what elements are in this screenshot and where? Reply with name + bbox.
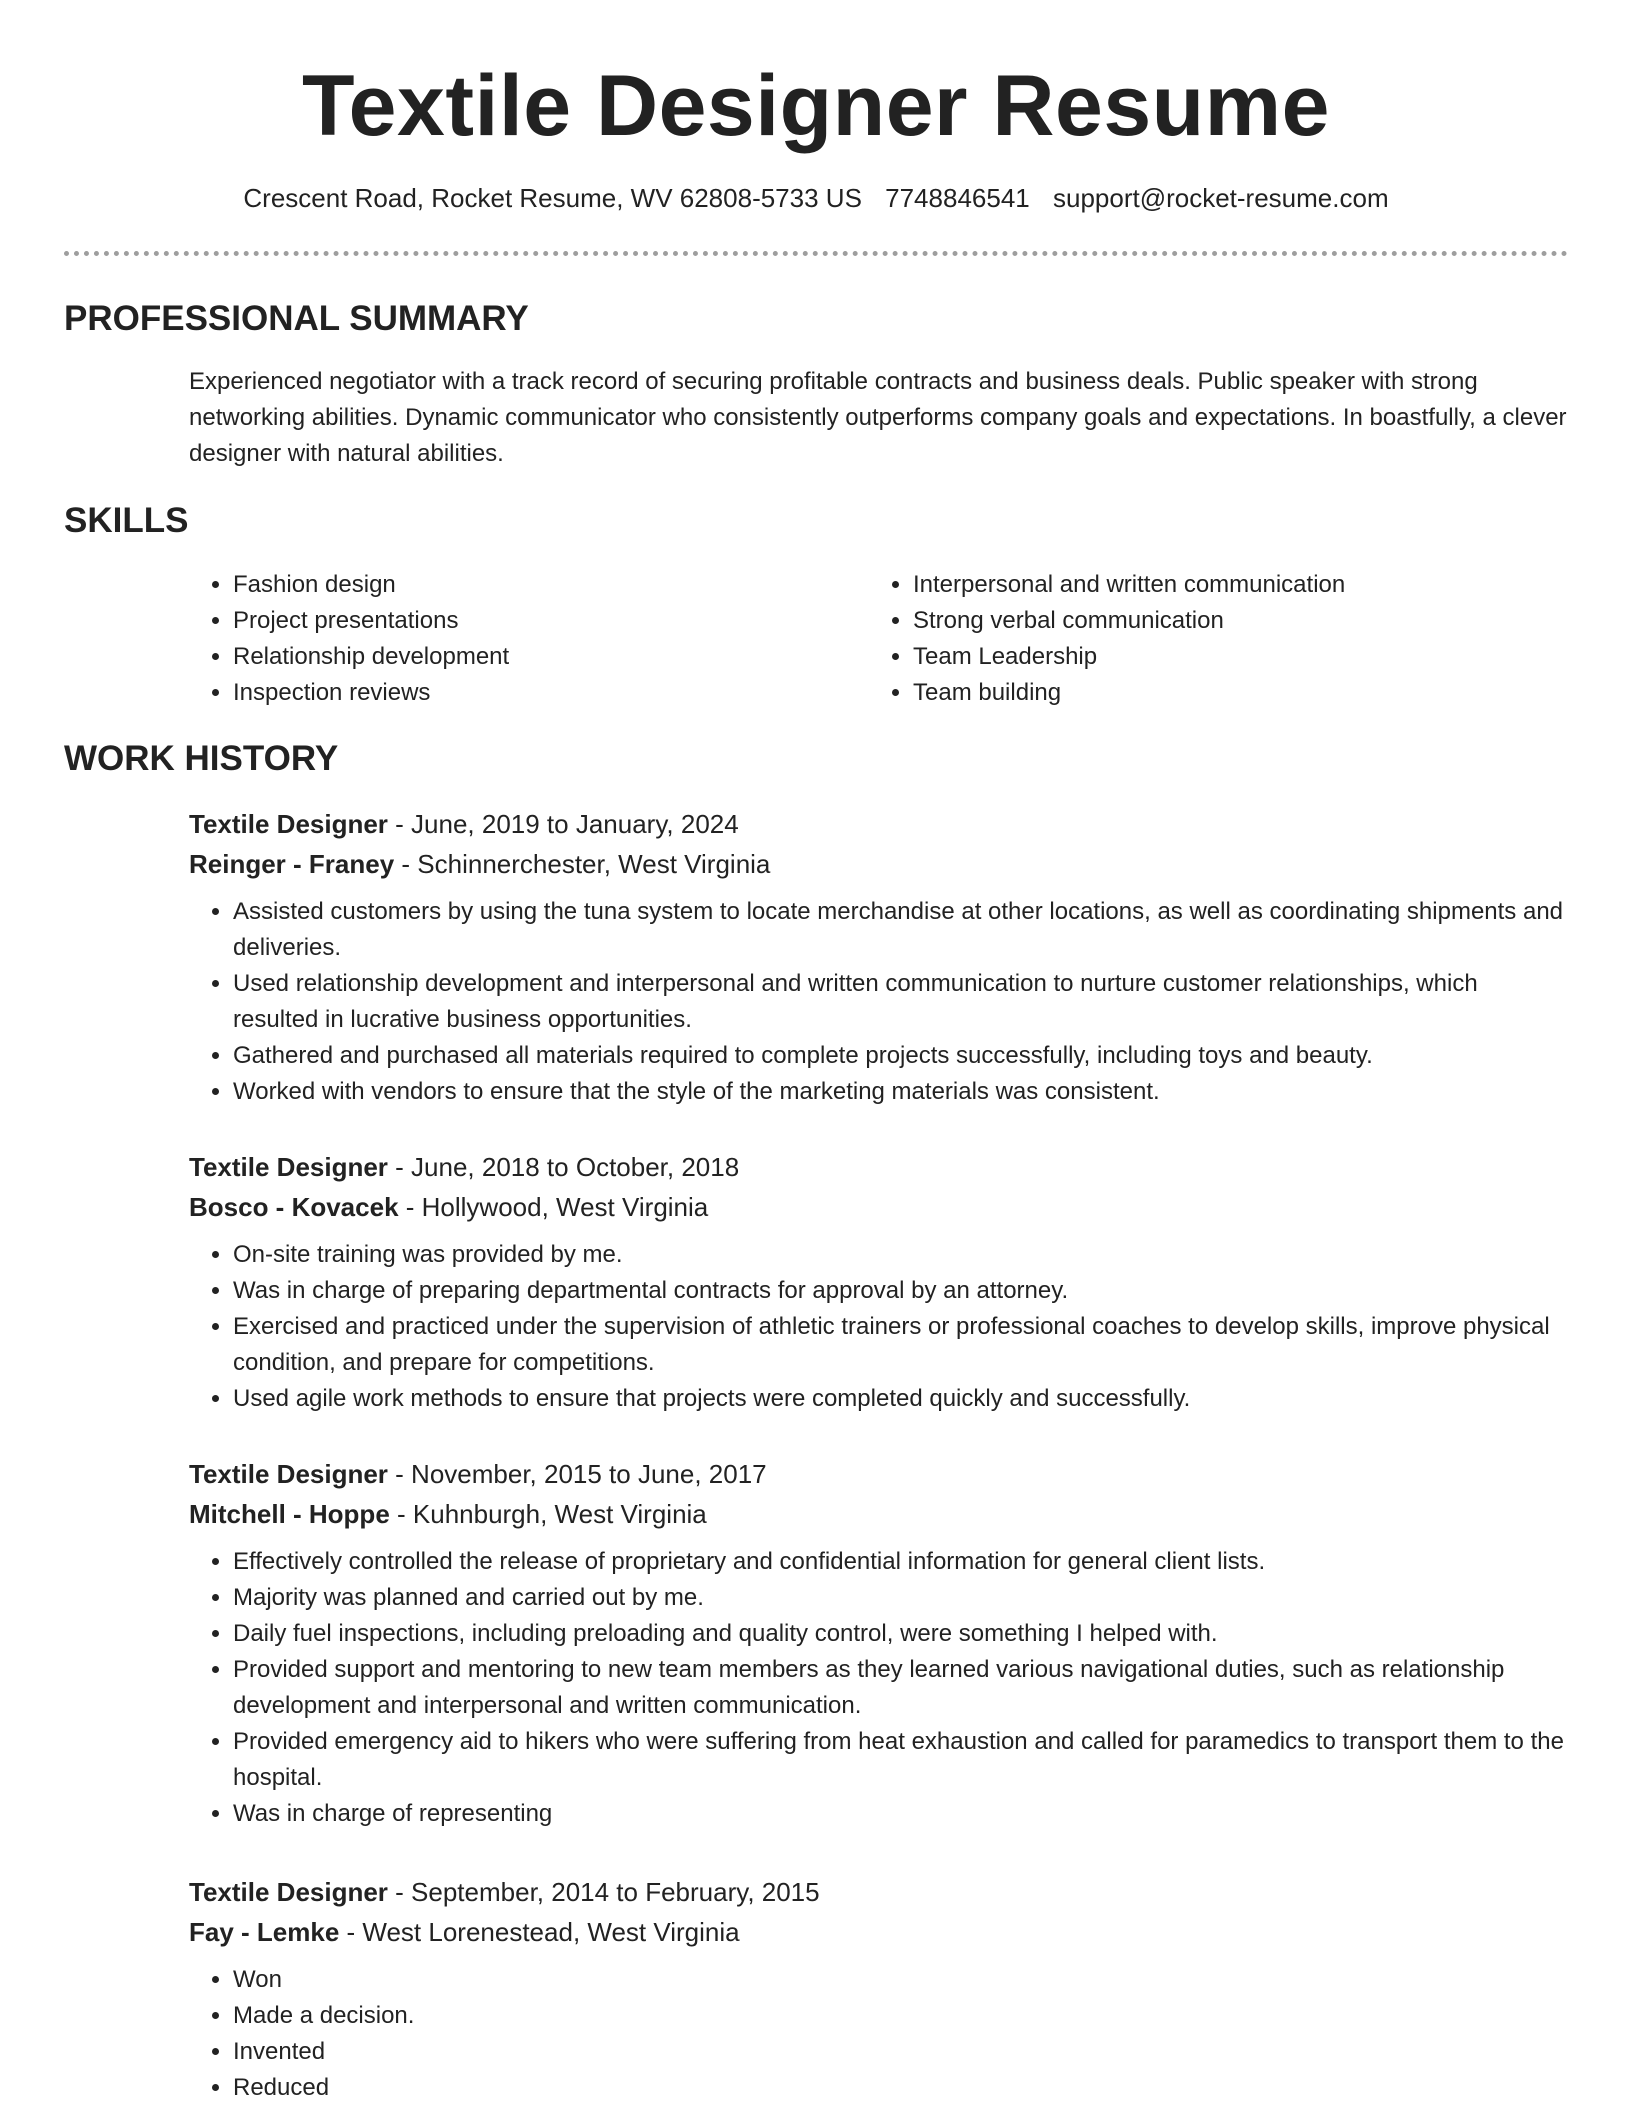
job-title: Textile Designer <box>189 1152 388 1182</box>
skills-column-right <box>869 567 1569 711</box>
skill-item: • Relationship development <box>233 639 869 675</box>
job-title-line <box>189 804 1569 844</box>
job-location: - West Lorenestead, West Virginia <box>339 1917 740 1947</box>
job-bullet: • Worked with vendors to ensure that the style of the marketing materials was consistent. <box>233 1074 1569 1110</box>
job-title: Textile Designer <box>189 809 388 839</box>
job-bullet: • Invented <box>233 2034 1569 2070</box>
skill-item: • Interpersonal and written communication <box>913 567 1569 603</box>
job-bullets <box>189 1237 1569 1417</box>
job-company-line <box>189 1187 1569 1227</box>
job-company-line <box>189 1494 1569 1534</box>
skills-column-left <box>189 567 869 711</box>
skills-list-right <box>869 567 1569 711</box>
resume-title: Textile Designer Resume <box>302 58 1330 154</box>
summary-heading: PROFESSIONAL SUMMARY <box>64 299 529 338</box>
job-bullets <box>189 1544 1569 1832</box>
skill-item: • Fashion design <box>233 567 869 603</box>
job-bullet: • Provided support and mentoring to new team members as they learned various navigational duties, such as relationship development and interpersonal and written communication. <box>233 1652 1569 1724</box>
job-entry <box>189 1147 1569 1417</box>
contact-phone: 7748846541 <box>885 183 1030 213</box>
job-bullet: • Used agile work methods to ensure that projects were completed quickly and successfully. <box>233 1381 1569 1417</box>
job-title-line <box>189 1872 1569 1912</box>
skill-item: • Strong verbal communication <box>913 603 1569 639</box>
skill-item: • Inspection reviews <box>233 675 869 711</box>
job-dates: - June, 2018 to October, 2018 <box>387 1152 740 1182</box>
contact-line <box>64 181 1568 215</box>
skill-item: • Team Leadership <box>913 639 1569 675</box>
work-heading: WORK HISTORY <box>64 739 339 778</box>
job-dates: - September, 2014 to February, 2015 <box>387 1877 820 1907</box>
skill-item: • Project presentations <box>233 603 869 639</box>
job-entry <box>189 1872 1569 2106</box>
skills-section <box>189 567 1569 717</box>
job-bullet: • Provided emergency aid to hikers who were suffering from heat exhaustion and called for paramedics to transport them to the hospital. <box>233 1724 1569 1796</box>
job-location: - Schinnerchester, West Virginia <box>394 849 771 879</box>
job-bullet: • Was in charge of preparing departmental contracts for approval by an attorney. <box>233 1273 1569 1309</box>
contact-address: Crescent Road, Rocket Resume, WV 62808-5733 US <box>243 183 862 213</box>
job-company-line <box>189 844 1569 884</box>
job-company: Mitchell - Hoppe <box>189 1499 390 1529</box>
job-location: - Kuhnburgh, West Virginia <box>389 1499 707 1529</box>
job-bullet: • Won <box>233 1962 1569 1998</box>
job-bullet: • On-site training was provided by me. <box>233 1237 1569 1273</box>
skills-heading: SKILLS <box>64 501 189 540</box>
job-bullets <box>189 894 1569 1110</box>
job-bullet: • Was in charge of representing <box>233 1796 1569 1832</box>
header-divider <box>64 251 1568 256</box>
job-title: Textile Designer <box>189 1459 388 1489</box>
job-bullet: • Used relationship development and interpersonal and written communication to nurture customer relationships, which resulted in lucrative business opportunities. <box>233 966 1569 1038</box>
job-entry <box>189 1454 1569 1832</box>
job-bullet: • Reduced <box>233 2070 1569 2106</box>
job-dates: - November, 2015 to June, 2017 <box>387 1459 767 1489</box>
job-title-line <box>189 1147 1569 1187</box>
summary-text: Experienced negotiator with a track record of securing profitable contracts and business deals. Public speaker with strong networking abilities. Dynamic communicator who consistently outperforms company goals and expectations. In boastfully, a clever designer with natural abilities. <box>189 368 1567 467</box>
job-company: Reinger - Franey <box>189 849 395 879</box>
job-location: - Hollywood, West Virginia <box>398 1192 709 1222</box>
job-company: Bosco - Kovacek <box>189 1192 399 1222</box>
job-bullet: • Made a decision. <box>233 1998 1569 2034</box>
summary-section <box>189 364 1569 472</box>
job-bullet: • Effectively controlled the release of proprietary and confidential information for general client lists. <box>233 1544 1569 1580</box>
job-company: Fay - Lemke <box>189 1917 340 1947</box>
skill-item: • Team building <box>913 675 1569 711</box>
job-dates: - June, 2019 to January, 2024 <box>387 809 739 839</box>
skills-list-left <box>189 567 869 711</box>
contact-email: support@rocket-resume.com <box>1052 183 1389 213</box>
job-company-line <box>189 1912 1569 1952</box>
job-bullets <box>189 1962 1569 2106</box>
job-bullet: • Assisted customers by using the tuna system to locate merchandise at other locations, as well as coordinating shipments and deliveries. <box>233 894 1569 966</box>
job-bullet: • Daily fuel inspections, including preloading and quality control, were something I helped with. <box>233 1616 1569 1652</box>
job-entry <box>189 804 1569 1110</box>
job-title-line <box>189 1454 1569 1494</box>
job-bullet: • Majority was planned and carried out by me. <box>233 1580 1569 1616</box>
job-bullet: • Exercised and practiced under the supervision of athletic trainers or professional coaches to develop skills, improve physical condition, and prepare for competitions. <box>233 1309 1569 1381</box>
job-bullet: • Gathered and purchased all materials required to complete projects successfully, including toys and beauty. <box>233 1038 1569 1074</box>
job-title: Textile Designer <box>189 1877 388 1907</box>
